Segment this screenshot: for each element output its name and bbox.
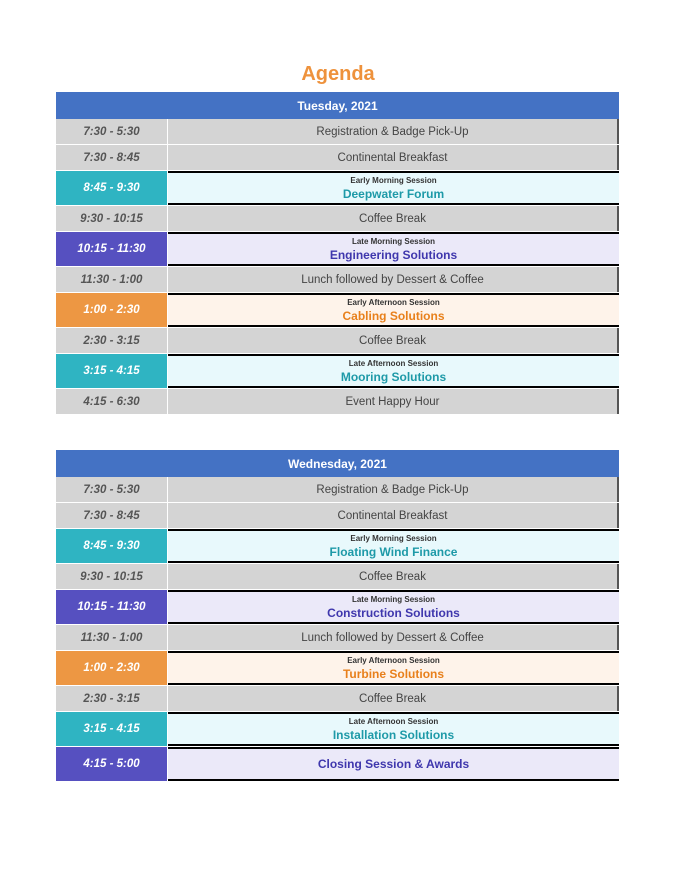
session-label: Early Morning Session: [350, 533, 437, 543]
time-cell: 2:30 - 3:15: [56, 328, 168, 353]
session-name: Closing Session & Awards: [317, 757, 470, 771]
time-cell: 7:30 - 8:45: [56, 145, 168, 170]
session-name: Construction Solutions: [327, 605, 460, 620]
agenda-row: [56, 119, 619, 145]
agenda-row: [56, 206, 619, 232]
time-cell: 9:30 - 10:15: [56, 206, 168, 231]
session-label: Late Morning Session: [351, 236, 436, 246]
time-cell: 10:15 - 11:30: [56, 590, 168, 624]
time-cell: 11:30 - 1:00: [56, 625, 168, 650]
event-cell: Continental Breakfast: [168, 145, 619, 170]
session-name: Installation Solutions: [332, 727, 455, 742]
event-cell: Continental Breakfast: [168, 503, 619, 528]
agenda-row: [56, 503, 619, 529]
agenda-row-session: [56, 171, 619, 206]
session-cell: [168, 747, 619, 781]
session-label: Early Afternoon Session: [347, 655, 440, 665]
session-name: Deepwater Forum: [342, 186, 445, 201]
session-name: Turbine Solutions: [342, 666, 445, 681]
day-header: Wednesday, 2021: [56, 450, 619, 477]
time-cell: 8:45 - 9:30: [56, 529, 168, 563]
agenda-row-session: [56, 651, 619, 686]
event-cell: Registration & Badge Pick-Up: [168, 477, 619, 502]
day-header: Tuesday, 2021: [56, 92, 619, 119]
event-cell: Coffee Break: [168, 206, 619, 231]
time-cell: 1:00 - 2:30: [56, 293, 168, 327]
event-cell: Registration & Badge Pick-Up: [168, 119, 619, 144]
session-cell: [168, 529, 619, 563]
time-cell: 7:30 - 8:45: [56, 503, 168, 528]
agenda-row: [56, 625, 619, 651]
time-cell: 4:15 - 5:00: [56, 747, 168, 781]
time-cell: 7:30 - 5:30: [56, 119, 168, 144]
session-label: Late Afternoon Session: [348, 716, 439, 726]
event-cell: Event Happy Hour: [168, 389, 619, 414]
event-cell: Coffee Break: [168, 328, 619, 353]
time-cell: 1:00 - 2:30: [56, 651, 168, 685]
day-table-tuesday: [56, 92, 619, 415]
agenda-row: [56, 328, 619, 354]
agenda-row-session: [56, 354, 619, 389]
event-cell: Coffee Break: [168, 686, 619, 711]
agenda-row-session: [56, 232, 619, 267]
session-cell: [168, 651, 619, 685]
event-cell: Lunch followed by Dessert & Coffee: [168, 625, 619, 650]
session-label: Early Afternoon Session: [347, 297, 440, 307]
time-cell: 8:45 - 9:30: [56, 171, 168, 205]
agenda-row: [56, 564, 619, 590]
time-cell: 3:15 - 4:15: [56, 712, 168, 746]
page-title: Agenda: [301, 63, 375, 85]
event-cell: Lunch followed by Dessert & Coffee: [168, 267, 619, 292]
session-name: Cabling Solutions: [342, 308, 445, 323]
agenda-row: [56, 686, 619, 712]
time-cell: 3:15 - 4:15: [56, 354, 168, 388]
agenda-row-session: [56, 747, 619, 782]
agenda-row: [56, 267, 619, 293]
session-label: Early Morning Session: [350, 175, 437, 185]
day-table-wednesday: [56, 450, 619, 782]
session-name: Engineering Solutions: [329, 247, 458, 262]
session-cell: [168, 293, 619, 327]
time-cell: 7:30 - 5:30: [56, 477, 168, 502]
session-label: Late Morning Session: [351, 594, 436, 604]
time-cell: 11:30 - 1:00: [56, 267, 168, 292]
agenda-row-session: [56, 712, 619, 747]
session-name: Floating Wind Finance: [329, 544, 458, 559]
time-cell: 2:30 - 3:15: [56, 686, 168, 711]
time-cell: 4:15 - 6:30: [56, 389, 168, 414]
agenda-row-session: [56, 529, 619, 564]
session-cell: [168, 171, 619, 205]
event-cell: Coffee Break: [168, 564, 619, 589]
session-cell: [168, 590, 619, 624]
time-cell: 9:30 - 10:15: [56, 564, 168, 589]
agenda-row-session: [56, 293, 619, 328]
session-cell: [168, 232, 619, 266]
session-label: Late Afternoon Session: [348, 358, 439, 368]
session-cell: [168, 712, 619, 746]
agenda-row: [56, 477, 619, 503]
agenda-row-session: [56, 590, 619, 625]
session-name: Mooring Solutions: [340, 369, 447, 384]
time-cell: 10:15 - 11:30: [56, 232, 168, 266]
agenda-row: [56, 145, 619, 171]
agenda-row: [56, 389, 619, 415]
session-cell: [168, 354, 619, 388]
